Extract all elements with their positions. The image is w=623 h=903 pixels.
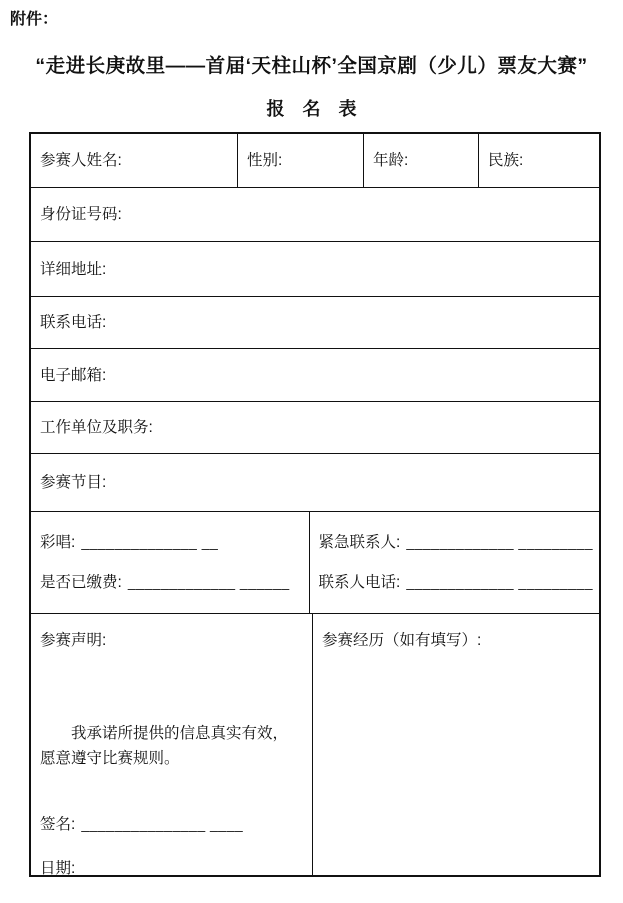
payment-status-line [40,572,303,593]
table-row-phone [31,297,599,349]
cell-address [31,242,599,296]
cell-emergency-contact [310,512,600,613]
emergency-contact-blank: _____________ _________ [406,533,593,550]
contact-phone-blank: _____________ _________ [406,574,593,591]
attachment-label: 附件： [10,11,59,28]
cell-gender [238,134,364,187]
costume-singing-label: 彩唱: [40,533,76,551]
costume-singing-blank: ______________ __ [81,533,219,550]
table-row-blanks [31,512,599,614]
signature-line [40,814,304,835]
table-row-personal-info [31,134,599,188]
costume-singing-line [40,532,303,553]
registration-table [29,132,601,877]
table-row-address [31,242,599,297]
date-blank: _______________ ____ [81,860,244,876]
contact-phone-label: 联系人电话: [318,574,401,592]
experience-label: 参赛经历（如有填写）: [322,632,482,649]
address-label: 详细地址: [40,260,107,278]
contact-phone-line [319,572,594,593]
emergency-contact-label: 紧急联系人: [318,533,401,551]
program-label: 参赛节目: [40,474,107,491]
participant-name-label: 参赛人姓名: [40,152,122,169]
phone-label: 联系电话: [40,314,107,331]
declaration-statement [40,721,304,771]
form-title: 报 名 表 [266,99,357,119]
cell-id-number [31,188,599,241]
signature-label: 签名: [40,816,76,833]
table-row-work-unit [31,402,599,454]
declaration-statement-line1: 我承诺所提供的信息真实有效， [71,725,289,742]
table-row-id-number [31,188,599,242]
id-number-label: 身份证号码: [40,206,122,223]
ethnicity-label: 民族: [488,152,524,169]
cell-phone [31,297,599,348]
competition-title: “走进长庚故里——首届‘天柱山杯’全国京剧（少儿）票友大赛” [35,55,588,77]
declaration-statement-line2: 愿意遵守比赛规则。 [40,750,180,767]
cell-experience [313,614,599,875]
cell-age [364,134,479,187]
cell-participant-name [31,134,238,187]
cell-email [31,349,599,401]
work-unit-label: 工作单位及职务: [40,419,153,436]
signature-blank: _______________ ____ [81,816,244,832]
cell-ethnicity [479,134,599,187]
date-line [40,858,304,879]
cell-declaration [31,614,313,875]
table-row-declaration [31,614,599,875]
emergency-contact-line [319,532,594,553]
scanned-registration-form-page [0,9,623,903]
email-label: 电子邮箱: [40,366,107,384]
cell-work-unit [31,402,599,453]
declaration-label: 参赛声明: [40,632,107,649]
date-label: 日期: [40,860,76,877]
age-label: 年龄: [373,152,409,169]
cell-singing-and-payment [31,512,310,613]
gender-label: 性别: [247,152,283,169]
payment-status-label: 是否已缴费: [40,574,122,592]
table-row-email [31,349,599,402]
payment-status-blank: _____________ ______ [127,574,290,591]
cell-program [31,454,599,511]
table-row-program [31,454,599,512]
